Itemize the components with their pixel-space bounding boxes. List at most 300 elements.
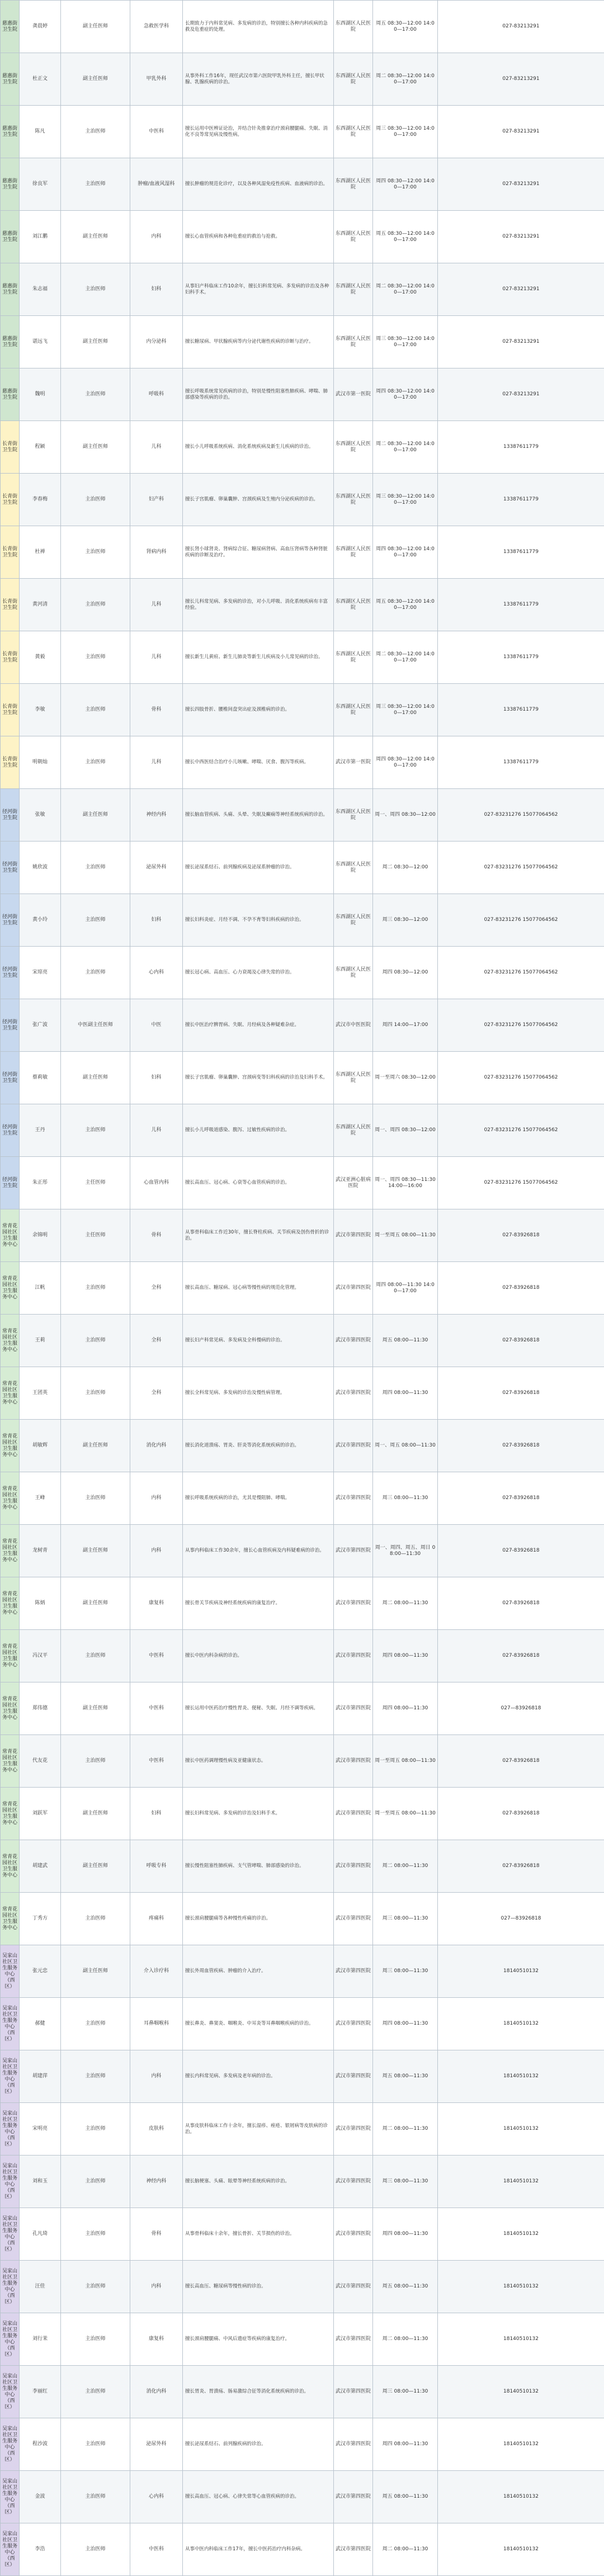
doctor-title-cell: 主治医师 <box>61 106 130 158</box>
department-cell: 儿科 <box>130 421 183 474</box>
hospital-cell: 武汉市第四医院 <box>334 2471 373 2523</box>
doctor-name-cell: 黄河清 <box>20 579 61 631</box>
phone-cell: 18140510132 <box>438 1998 604 2050</box>
doctor-title-cell: 副主任医师 <box>61 1577 130 1630</box>
phone-cell: 13387611779 <box>438 421 604 474</box>
institution-cell: 吴家山社区卫生服务中心（西区） <box>1 2208 20 2261</box>
institution-cell: 径河街卫生院 <box>1 999 20 1052</box>
hospital-cell: 武汉市第四医院 <box>334 2261 373 2313</box>
doctor-row <box>1 1840 604 1893</box>
doctor-name-cell: 朱正彤 <box>20 1157 61 1209</box>
department-cell: 心血管内科 <box>130 1157 183 1209</box>
doctor-name-cell: 刘跃军 <box>20 1788 61 1840</box>
phone-cell: 18140510132 <box>438 2523 604 2576</box>
doctor-intro-cell: 擅长骨关节疾病及神经系统疾病的康复治疗。 <box>183 1577 334 1630</box>
doctor-name-cell: 徐良军 <box>20 158 61 211</box>
doctor-title-cell: 主治医师 <box>61 894 130 947</box>
institution-cell: 常青花园社区卫生服务中心 <box>1 1209 20 1262</box>
phone-cell: 18140510132 <box>438 1945 604 1998</box>
doctor-title-cell: 副主任医师 <box>61 1788 130 1840</box>
hospital-cell: 东西湖区人民医院 <box>334 474 373 526</box>
phone-cell: 18140510132 <box>438 2103 604 2156</box>
clinic-time-cell: 周四 08:30—12:00 <box>373 947 438 999</box>
department-cell: 妇科 <box>130 894 183 947</box>
doctor-title-cell: 主治医师 <box>61 1998 130 2050</box>
institution-cell: 慈惠街卫生院 <box>1 106 20 158</box>
doctor-title-cell: 主治医师 <box>61 947 130 999</box>
institution-cell: 慈惠街卫生院 <box>1 158 20 211</box>
doctor-row <box>1 2261 604 2313</box>
doctor-intro-cell: 擅长儿科常见病、多发病的诊治，对小儿呼吸、消化系统疾病有丰富经验。 <box>183 579 334 631</box>
phone-cell: 18140510132 <box>438 2050 604 2103</box>
phone-cell: 027—83926818 <box>438 1682 604 1735</box>
hospital-cell: 东西湖区人民医院 <box>334 1052 373 1104</box>
phone-cell: 027-83213291 <box>438 106 604 158</box>
doctor-name-cell: 孔凡琦 <box>20 2208 61 2261</box>
doctor-name-cell: 代友花 <box>20 1735 61 1788</box>
department-cell: 骨科 <box>130 2208 183 2261</box>
doctor-title-cell: 主治医师 <box>61 2156 130 2208</box>
department-cell: 儿科 <box>130 631 183 684</box>
doctor-intro-cell: 擅长胃炎、胃溃疡、肠易激综合征等消化系统疾病的诊治。 <box>183 2366 334 2418</box>
clinic-time-cell: 周二 08:00—11:30 <box>373 1577 438 1630</box>
doctor-title-cell: 中医副主任医师 <box>61 999 130 1052</box>
phone-cell: 027-83213291 <box>438 1 604 53</box>
hospital-cell: 东西湖区人民医院 <box>334 684 373 736</box>
doctor-title-cell: 副主任医师 <box>61 316 130 368</box>
clinic-time-cell: 周四 08:00—11:30 <box>373 1682 438 1735</box>
department-cell: 内科 <box>130 2050 183 2103</box>
doctor-intro-cell: 擅长肿瘤的规范化诊疗，以及各种风湿免疫性疾病、血液病的诊治。 <box>183 158 334 211</box>
phone-cell: 18140510132 <box>438 2366 604 2418</box>
clinic-time-cell: 周一至周五 08:00—11:30 <box>373 1735 438 1788</box>
institution-cell: 常青花园社区卫生服务中心 <box>1 1525 20 1577</box>
institution-cell: 常青花园社区卫生服务中心 <box>1 1893 20 1945</box>
hospital-cell: 东西湖区人民医院 <box>334 947 373 999</box>
clinic-time-cell: 周四 08:00—11:30 <box>373 1630 438 1682</box>
department-cell: 中医科 <box>130 1682 183 1735</box>
phone-cell: 027-83926818 <box>438 1788 604 1840</box>
department-cell: 中医科 <box>130 1735 183 1788</box>
clinic-time-cell: 周二 08:00—11:30 <box>373 2103 438 2156</box>
doctor-row <box>1 1893 604 1945</box>
doctor-title-cell: 主任医师 <box>61 1209 130 1262</box>
hospital-cell: 东西湖区人民医院 <box>334 789 373 842</box>
doctor-title-cell: 主治医师 <box>61 2050 130 2103</box>
institution-cell: 长青街卫生院 <box>1 631 20 684</box>
doctor-name-cell: 胡敏辉 <box>20 1420 61 1472</box>
doctor-intro-cell: 擅长颈肩腰腿痛等各种慢性疼痛的诊治。 <box>183 1893 334 1945</box>
hospital-cell: 武汉市第四医院 <box>334 1367 373 1420</box>
doctor-name-cell: 王莉 <box>20 1315 61 1367</box>
hospital-cell: 武汉市第四医院 <box>334 1682 373 1735</box>
phone-cell: 027-83926818 <box>438 1735 604 1788</box>
hospital-cell: 东西湖区人民医院 <box>334 53 373 106</box>
doctor-name-cell: 李丽红 <box>20 2366 61 2418</box>
doctor-row <box>1 684 604 736</box>
doctor-title-cell: 主治医师 <box>61 842 130 894</box>
doctor-title-cell: 主治医师 <box>61 2103 130 2156</box>
institution-cell: 吴家山社区卫生服务中心（西区） <box>1 2418 20 2471</box>
doctor-intro-cell: 擅长颈肩腰腿痛、中风后遗症等疾病的康复治疗。 <box>183 2313 334 2366</box>
institution-cell: 慈惠街卫生院 <box>1 211 20 263</box>
doctor-title-cell: 主治医师 <box>61 474 130 526</box>
doctor-title-cell: 主治医师 <box>61 1104 130 1157</box>
department-cell: 甲乳外科 <box>130 53 183 106</box>
doctor-title-cell: 主治医师 <box>61 1262 130 1315</box>
phone-cell: 18140510132 <box>438 2313 604 2366</box>
doctor-row <box>1 1420 604 1472</box>
clinic-time-cell: 周四 08:30—12:00 14:00—17:00 <box>373 368 438 421</box>
department-cell: 儿科 <box>130 736 183 789</box>
institution-cell: 常青花园社区卫生服务中心 <box>1 1262 20 1315</box>
phone-cell: 027-83926818 <box>438 1472 604 1525</box>
doctor-name-cell: 朱志福 <box>20 263 61 316</box>
doctor-name-cell: 郑伟德 <box>20 1682 61 1735</box>
phone-cell: 027-83213291 <box>438 158 604 211</box>
doctor-row <box>1 368 604 421</box>
hospital-cell: 武汉市第四医院 <box>334 1893 373 1945</box>
clinic-time-cell: 周二 08:00—11:30 <box>373 2523 438 2576</box>
phone-cell: 027-83231276 15077064562 <box>438 842 604 894</box>
doctor-row <box>1 1 604 53</box>
phone-cell: 027-83926818 <box>438 1577 604 1630</box>
doctor-row <box>1 1525 604 1577</box>
hospital-cell: 武汉市第四医院 <box>334 1630 373 1682</box>
doctor-intro-cell: 从事骨科临床工作近30年，擅长脊柱疾病、关节疾病及创伤骨折的诊治。 <box>183 1209 334 1262</box>
hospital-cell: 武汉市第四医院 <box>334 1788 373 1840</box>
doctor-row <box>1 263 604 316</box>
institution-cell: 吴家山社区卫生服务中心（西区） <box>1 2366 20 2418</box>
doctor-title-cell: 副主任医师 <box>61 1525 130 1577</box>
department-cell: 康复科 <box>130 1577 183 1630</box>
clinic-time-cell: 周三 08:30—12:00 14:00—17:00 <box>373 106 438 158</box>
doctor-intro-cell: 擅长小儿呼吸系统疾病、消化系统疾病及新生儿疾病的诊治。 <box>183 421 334 474</box>
doctor-title-cell: 主治医师 <box>61 263 130 316</box>
doctor-title-cell: 主任医师 <box>61 1157 130 1209</box>
doctor-name-cell: 丁秀方 <box>20 1893 61 1945</box>
doctor-name-cell: 李敏 <box>20 684 61 736</box>
clinic-time-cell: 周五 08:00—11:30 <box>373 1315 438 1367</box>
doctor-name-cell: 胡建武 <box>20 1840 61 1893</box>
doctor-name-cell: 郝健 <box>20 1998 61 2050</box>
institution-cell: 常青花园社区卫生服务中心 <box>1 1420 20 1472</box>
department-cell: 中医科 <box>130 106 183 158</box>
doctor-row <box>1 947 604 999</box>
clinic-time-cell: 周一、周四 08:30—12:00 <box>373 1104 438 1157</box>
doctor-row <box>1 526 604 579</box>
department-cell: 耳鼻咽喉科 <box>130 1998 183 2050</box>
doctor-name-cell: 蔡莉敏 <box>20 1052 61 1104</box>
doctor-row <box>1 158 604 211</box>
doctor-title-cell: 副主任医师 <box>61 1945 130 1998</box>
doctor-title-cell: 主治医师 <box>61 2313 130 2366</box>
hospital-cell: 武汉市第四医院 <box>334 2208 373 2261</box>
doctor-row <box>1 894 604 947</box>
doctor-row <box>1 736 604 789</box>
department-cell: 中医科 <box>130 1630 183 1682</box>
clinic-time-cell: 周一、周四、周五、周日 08:00—11:30 <box>373 1525 438 1577</box>
institution-cell: 长青街卫生院 <box>1 736 20 789</box>
doctor-name-cell: 陈凡 <box>20 106 61 158</box>
doctor-row <box>1 1945 604 1998</box>
clinic-time-cell: 周三 08:30—12:00 14:00—17:00 <box>373 316 438 368</box>
doctor-row <box>1 631 604 684</box>
doctor-row <box>1 1682 604 1735</box>
doctor-row <box>1 53 604 106</box>
clinic-time-cell: 周二 08:30—12:00 14:00—17:00 <box>373 421 438 474</box>
department-cell: 儿科 <box>130 1104 183 1157</box>
clinic-time-cell: 周四 14:00—17:00 <box>373 999 438 1052</box>
doctor-intro-cell: 擅长外周血管疾病、肿瘤的介入治疗。 <box>183 1945 334 1998</box>
institution-cell: 慈惠街卫生院 <box>1 316 20 368</box>
hospital-cell: 武汉市第四医院 <box>334 1420 373 1472</box>
doctor-row <box>1 474 604 526</box>
department-cell: 呼吸专科 <box>130 1840 183 1893</box>
hospital-cell: 武汉市第四医院 <box>334 2313 373 2366</box>
doctor-row <box>1 1367 604 1420</box>
doctor-intro-cell: 从事内科临床工作30余年，擅长心血管疾病及内科疑难病的诊治。 <box>183 1525 334 1577</box>
doctor-name-cell: 张敏 <box>20 789 61 842</box>
doctor-name-cell: 汪佳 <box>20 2261 61 2313</box>
doctor-name-cell: 张元忠 <box>20 1945 61 1998</box>
clinic-time-cell: 周二 08:00—11:30 <box>373 2313 438 2366</box>
department-cell: 全科 <box>130 1262 183 1315</box>
doctor-name-cell: 王峰 <box>20 1472 61 1525</box>
phone-cell: 027-83231276 15077064562 <box>438 789 604 842</box>
doctor-intro-cell: 擅长中医治疗脾胃病、失眠、月经病及各种疑难杂症。 <box>183 999 334 1052</box>
department-cell: 内科 <box>130 2261 183 2313</box>
institution-cell: 吴家山社区卫生服务中心（西区） <box>1 2261 20 2313</box>
doctor-name-cell: 龚晨婷 <box>20 1 61 53</box>
phone-cell: 18140510132 <box>438 2156 604 2208</box>
doctor-intro-cell: 擅长中医内科杂病的诊治。 <box>183 1630 334 1682</box>
doctor-title-cell: 副主任医师 <box>61 1682 130 1735</box>
institution-cell: 常青花园社区卫生服务中心 <box>1 1630 20 1682</box>
hospital-cell: 武汉市中医医院 <box>334 999 373 1052</box>
institution-cell: 常青花园社区卫生服务中心 <box>1 1367 20 1420</box>
doctor-row <box>1 1630 604 1682</box>
department-cell: 妇科 <box>130 1788 183 1840</box>
clinic-time-cell: 周五 08:30—12:00 14:00—17:00 <box>373 1 438 53</box>
clinic-time-cell: 周三 08:30—12:00 14:00—17:00 <box>373 684 438 736</box>
doctor-intro-cell: 擅长妇科炎症、月经不调、不孕不育等妇科疾病的诊治。 <box>183 894 334 947</box>
phone-cell: 18140510132 <box>438 2471 604 2523</box>
doctor-intro-cell: 擅长鼻炎、鼻窦炎、咽喉炎、中耳炎等耳鼻咽喉疾病的诊治。 <box>183 1998 334 2050</box>
doctor-title-cell: 主治医师 <box>61 736 130 789</box>
doctor-intro-cell: 擅长慢性阻塞性肺疾病、支气管哮喘、肺部感染的诊治。 <box>183 1840 334 1893</box>
doctor-intro-cell: 擅长高血压、糖尿病、冠心病等慢性病的规范化管理。 <box>183 1262 334 1315</box>
doctor-name-cell: 刘江鹏 <box>20 211 61 263</box>
department-cell: 皮肤科 <box>130 2103 183 2156</box>
doctor-title-cell: 副主任医师 <box>61 211 130 263</box>
hospital-cell: 武汉市第四医院 <box>334 2156 373 2208</box>
clinic-time-cell: 周一至周五 08:00—11:30 <box>373 1788 438 1840</box>
hospital-cell: 武汉市第四医院 <box>334 1209 373 1262</box>
doctor-intro-cell: 擅长泌尿系结石、前列腺疾病的诊治。 <box>183 2418 334 2471</box>
hospital-cell: 武汉市第四医院 <box>334 1735 373 1788</box>
hospital-cell: 东西湖区人民医院 <box>334 421 373 474</box>
doctor-intro-cell: 擅长子宫肌瘤、卵巢囊肿、宫颈疾病及生殖内分泌疾病的诊治。 <box>183 474 334 526</box>
doctor-name-cell: 杜正文 <box>20 53 61 106</box>
phone-cell: 027-83231276 15077064562 <box>438 894 604 947</box>
doctor-name-cell: 宋明亮 <box>20 2103 61 2156</box>
doctor-name-cell: 龙树青 <box>20 1525 61 1577</box>
clinic-time-cell: 周一、周五 08:00—11:30 <box>373 1420 438 1472</box>
institution-cell: 吴家山社区卫生服务中心（西区） <box>1 2313 20 2366</box>
doctor-intro-cell: 擅长泌尿系结石、前列腺疾病及泌尿系肿瘤的诊治。 <box>183 842 334 894</box>
doctor-row <box>1 1262 604 1315</box>
hospital-cell: 武汉市第四医院 <box>334 1315 373 1367</box>
doctor-title-cell: 主治医师 <box>61 2208 130 2261</box>
department-cell: 疼痛科 <box>130 1893 183 1945</box>
doctor-name-cell: 张广波 <box>20 999 61 1052</box>
hospital-cell: 武汉市第四医院 <box>334 2366 373 2418</box>
doctor-intro-cell: 擅长高血压、糖尿病等慢性病的诊治。 <box>183 2261 334 2313</box>
phone-cell: 13387611779 <box>438 579 604 631</box>
department-cell: 儿科 <box>130 579 183 631</box>
institution-cell: 常青花园社区卫生服务中心 <box>1 1315 20 1367</box>
hospital-cell: 武汉市第一医院 <box>334 368 373 421</box>
department-cell: 肾病内科 <box>130 526 183 579</box>
institution-cell: 径河街卫生院 <box>1 1104 20 1157</box>
institution-cell: 常青花园社区卫生服务中心 <box>1 1472 20 1525</box>
doctor-title-cell: 副主任医师 <box>61 789 130 842</box>
doctor-title-cell: 主治医师 <box>61 1735 130 1788</box>
doctor-title-cell: 主治医师 <box>61 158 130 211</box>
doctor-row <box>1 1735 604 1788</box>
doctor-title-cell: 主治医师 <box>61 1630 130 1682</box>
doctor-title-cell: 主治医师 <box>61 1315 130 1367</box>
doctor-title-cell: 主治医师 <box>61 2261 130 2313</box>
phone-cell: 18140510132 <box>438 2208 604 2261</box>
doctor-intro-cell: 从事骨科临床十余年，擅长骨折、关节损伤的诊治。 <box>183 2208 334 2261</box>
clinic-time-cell: 周一、周四 08:30—11:30 14:00—16:00 <box>373 1157 438 1209</box>
department-cell: 中医科 <box>130 2523 183 2576</box>
institution-cell: 长青街卫生院 <box>1 421 20 474</box>
phone-cell: 027-83231276 15077064562 <box>438 1157 604 1209</box>
phone-cell: 13387611779 <box>438 631 604 684</box>
doctor-title-cell: 主治医师 <box>61 684 130 736</box>
clinic-time-cell: 周四 08:00—11:30 14:00—17:00 <box>373 1262 438 1315</box>
institution-cell: 慈惠街卫生院 <box>1 53 20 106</box>
institution-cell: 长青街卫生院 <box>1 474 20 526</box>
doctor-row <box>1 421 604 474</box>
institution-cell: 慈惠街卫生院 <box>1 1 20 53</box>
institution-cell: 吴家山社区卫生服务中心（西区） <box>1 1998 20 2050</box>
doctor-row <box>1 1788 604 1840</box>
doctor-name-cell: 李春梅 <box>20 474 61 526</box>
doctor-intro-cell: 擅长脑梗塞、头痛、眩晕等神经系统疾病的诊治。 <box>183 2156 334 2208</box>
doctor-name-cell: 江帆 <box>20 1262 61 1315</box>
hospital-cell: 东西湖区人民医院 <box>334 211 373 263</box>
doctor-intro-cell: 擅长内科常见病、多发病及老年病的诊治。 <box>183 2050 334 2103</box>
department-cell: 神经内科 <box>130 789 183 842</box>
hospital-cell: 东西湖区人民医院 <box>334 526 373 579</box>
clinic-time-cell: 周五 08:30—12:00 14:00—17:00 <box>373 211 438 263</box>
doctor-name-cell: 明朝灿 <box>20 736 61 789</box>
doctor-row <box>1 2050 604 2103</box>
doctor-intro-cell: 擅长四肢骨折、腰椎间盘突出症及颈椎病的诊治。 <box>183 684 334 736</box>
clinic-time-cell: 周五 08:00—11:30 <box>373 2471 438 2523</box>
doctor-row <box>1 842 604 894</box>
department-cell: 内分泌科 <box>130 316 183 368</box>
hospital-cell: 武汉市第四医院 <box>334 1262 373 1315</box>
doctor-intro-cell: 擅长心血管疾病和各种危重症的救治与抢救。 <box>183 211 334 263</box>
department-cell: 全科 <box>130 1315 183 1367</box>
doctor-intro-cell: 擅长新生儿黄疸、新生儿肺炎等新生儿疾病及小儿常见病的诊治。 <box>183 631 334 684</box>
doctor-name-cell: 程沙波 <box>20 2418 61 2471</box>
hospital-cell: 武汉市第四医院 <box>334 2103 373 2156</box>
doctor-row <box>1 316 604 368</box>
doctor-intro-cell: 擅长中医药调理慢性病及亚健康状态。 <box>183 1735 334 1788</box>
phone-cell: 027-83231276 15077064562 <box>438 1052 604 1104</box>
phone-cell: 027-83231276 15077064562 <box>438 999 604 1052</box>
clinic-time-cell: 周二 08:30—12:00 14:00—17:00 <box>373 53 438 106</box>
department-cell: 介入诊疗科 <box>130 1945 183 1998</box>
department-cell: 肿瘤/血液风湿科 <box>130 158 183 211</box>
department-cell: 全科 <box>130 1367 183 1420</box>
doctor-row <box>1 2471 604 2523</box>
department-cell: 泌尿外科 <box>130 2418 183 2471</box>
doctor-intro-cell: 擅长高血压、冠心病、心律失常等心血管疾病的诊治。 <box>183 2471 334 2523</box>
department-cell: 妇产科 <box>130 474 183 526</box>
doctor-name-cell: 胡建萍 <box>20 2050 61 2103</box>
phone-cell: 13387611779 <box>438 684 604 736</box>
doctor-intro-cell: 擅长小儿呼吸道感染、腹泻、过敏性疾病的诊治。 <box>183 1104 334 1157</box>
department-cell: 神经内科 <box>130 2156 183 2208</box>
phone-cell: 18140510132 <box>438 2418 604 2471</box>
institution-cell: 吴家山社区卫生服务中心（西区） <box>1 2050 20 2103</box>
doctor-name-cell: 李浩 <box>20 2523 61 2576</box>
doctor-title-cell: 主治医师 <box>61 631 130 684</box>
clinic-time-cell: 周四 08:30—12:00 14:00—17:00 <box>373 736 438 789</box>
doctor-name-cell: 余锦明 <box>20 1209 61 1262</box>
phone-cell: 027-83926818 <box>438 1840 604 1893</box>
clinic-time-cell: 周三 08:00—11:30 <box>373 2366 438 2418</box>
doctor-intro-cell: 擅长运用中医辨证论治，并结合针灸推拿治疗颈肩腰腿痛、失眠、消化不良等常见病及慢性病。 <box>183 106 334 158</box>
doctor-name-cell: 冯汉平 <box>20 1630 61 1682</box>
phone-cell: 027-83926818 <box>438 1630 604 1682</box>
doctor-intro-cell: 擅长消化道溃疡、胃炎、肝炎等消化系统疾病的诊治。 <box>183 1420 334 1472</box>
doctor-row <box>1 1209 604 1262</box>
doctor-row <box>1 1472 604 1525</box>
department-cell: 急救医学科 <box>130 1 183 53</box>
doctor-title-cell: 副主任医师 <box>61 1840 130 1893</box>
hospital-cell: 武汉市第四医院 <box>334 2050 373 2103</box>
clinic-time-cell: 周三 08:00—11:30 <box>373 1472 438 1525</box>
hospital-cell: 武汉亚洲心脏病医院 <box>334 1157 373 1209</box>
doctor-name-cell: 王团英 <box>20 1367 61 1420</box>
hospital-cell: 武汉市第四医院 <box>334 1577 373 1630</box>
institution-cell: 吴家山社区卫生服务中心（西区） <box>1 1945 20 1998</box>
hospital-cell: 武汉市第四医院 <box>334 1472 373 1525</box>
institution-cell: 径河街卫生院 <box>1 842 20 894</box>
phone-cell: 027-83231276 15077064562 <box>438 1104 604 1157</box>
hospital-cell: 武汉市第四医院 <box>334 1840 373 1893</box>
doctor-name-cell: 杜禅 <box>20 526 61 579</box>
phone-cell: 027-83926818 <box>438 1367 604 1420</box>
doctor-row <box>1 2156 604 2208</box>
phone-cell: 13387611779 <box>438 736 604 789</box>
hospital-cell: 东西湖区人民医院 <box>334 631 373 684</box>
doctor-row <box>1 1052 604 1104</box>
clinic-time-cell: 周三 08:00—11:30 <box>373 1893 438 1945</box>
institution-cell: 常青花园社区卫生服务中心 <box>1 1735 20 1788</box>
doctor-title-cell: 主治医师 <box>61 1893 130 1945</box>
hospital-cell: 武汉市第四医院 <box>334 2418 373 2471</box>
doctor-intro-cell: 擅长脑血管疾病、头痛、头晕、失眠及癫痫等神经系统疾病的诊治。 <box>183 789 334 842</box>
